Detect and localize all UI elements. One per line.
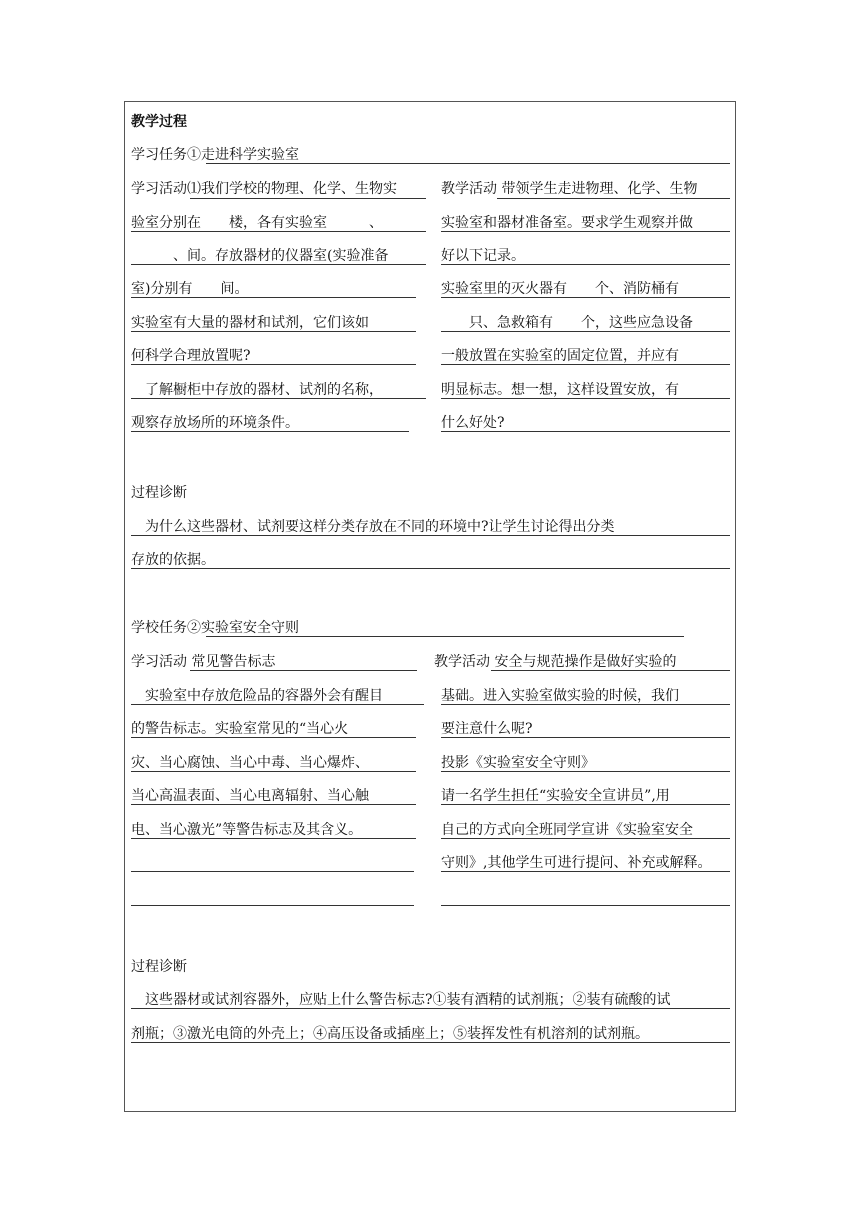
task2-underline xyxy=(206,636,684,637)
task1-left-line: 实验室有大量的器材和试剂，它们该如 xyxy=(131,315,369,331)
diagnosis2-line: 剂瓶；③激光电筒的外壳上；④高压设备或插座上；⑤装挥发性有机溶剂的试剂瓶。 xyxy=(131,1026,649,1042)
underline xyxy=(491,670,730,671)
underline xyxy=(497,198,730,199)
diagnosis2-line: 这些器材或试剂容器外，应贴上什么警告标志?①装有酒精的试剂瓶；②装有硫酸的试 xyxy=(131,992,671,1008)
underline xyxy=(131,231,426,232)
underline xyxy=(441,838,730,839)
task1-title: 走进科学实验室 xyxy=(201,147,299,163)
diagnosis1-label: 过程诊断 xyxy=(131,485,187,501)
blank-answer-line xyxy=(441,905,730,906)
task1-left-line: 、间。存放器材的仪器室(实验准备 xyxy=(131,248,389,264)
section-title: 教学过程 xyxy=(131,114,187,130)
task2-left-line: 灾、当心腐蚀、当心中毒、当心爆炸、 xyxy=(131,755,369,771)
task1-left-line: 学习活动⑴我们学校的物理、化学、生物实 xyxy=(131,181,397,197)
underline xyxy=(131,1042,730,1043)
underline xyxy=(131,771,416,772)
underline xyxy=(131,568,730,569)
underline xyxy=(441,364,730,365)
task1-left-line: 室)分别有 间。 xyxy=(131,281,249,297)
task1-right-line: 一般放置在实验室的固定位置，并应有 xyxy=(441,348,679,364)
task2-left-line: 实验室中存放危险品的容器外会有醒目 xyxy=(131,688,383,704)
underline xyxy=(131,398,426,399)
underline xyxy=(441,398,730,399)
task1-label: 学习任务① xyxy=(131,147,201,163)
underline xyxy=(131,1008,730,1009)
diagnosis1-line: 为什么这些器材、试剂要这样分类存放在不同的环境中?让学生讨论得出分类 xyxy=(131,519,615,535)
underline xyxy=(441,871,730,872)
underline xyxy=(441,297,730,298)
underline xyxy=(190,670,417,671)
underline xyxy=(441,737,730,738)
blank-answer-line xyxy=(131,871,414,872)
task1-right-line: 好以下记录。 xyxy=(441,248,525,264)
underline xyxy=(131,737,416,738)
underline xyxy=(131,331,416,332)
task2-right-line: 基础。进入实验室做实验的时候，我们 xyxy=(441,688,679,704)
task2-right-line: 要注意什么呢? xyxy=(441,721,533,737)
task1-left-line: 何科学合理放置呢? xyxy=(131,348,251,364)
task1-right-line: 只、急救箱有 个，这些应急设备 xyxy=(441,315,693,331)
task1-heading xyxy=(131,145,299,165)
task2-left-line: 电、当心激光”等警告标志及其含义。 xyxy=(131,822,363,838)
underline xyxy=(131,364,416,365)
task2-left-line: 当心高温表面、当心电离辐射、当心触 xyxy=(131,788,369,804)
task1-right-line: 教学活动 带领学生走进物理、化学、生物 xyxy=(441,181,698,197)
task1-left-line: 了解橱柜中存放的器材、试剂的名称， xyxy=(131,382,383,398)
task2-title: 实验室安全守则 xyxy=(201,620,299,636)
underline xyxy=(131,535,730,536)
task1-left-line: 观察存放场所的环境条件。 xyxy=(131,415,299,431)
underline xyxy=(131,297,416,298)
task2-left-line: 学习活动 常见警告标志 xyxy=(131,654,276,670)
diagnosis2-label: 过程诊断 xyxy=(131,959,187,975)
underline xyxy=(441,231,730,232)
task1-right-line: 明显标志。想一想，这样设置安放，有 xyxy=(441,382,679,398)
task2-left-line: 的警告标志。实验室常见的“当心火 xyxy=(131,721,349,737)
task1-left-line: 验室分别在 楼，各有实验室 、 xyxy=(131,215,383,231)
task2-right-line: 自己的方式向全班同学宣讲《实验室安全 xyxy=(441,822,693,838)
underline xyxy=(441,264,730,265)
task2-heading xyxy=(131,618,299,638)
task2-right-line: 请一名学生担任“实验安全宣讲员”,用 xyxy=(441,788,670,804)
task1-right-line: 实验室里的灭火器有 个、消防桶有 xyxy=(441,281,679,297)
blank-answer-line xyxy=(131,905,414,906)
underline xyxy=(190,198,426,199)
task2-right-line: 投影《实验室安全守则》 xyxy=(441,755,595,771)
underline xyxy=(441,704,730,705)
underline xyxy=(441,331,730,332)
underline xyxy=(441,804,730,805)
underline xyxy=(441,771,730,772)
underline xyxy=(131,264,426,265)
task2-right-line: 守则》,其他学生可进行提问、补充或解释。 xyxy=(441,855,712,871)
diagnosis1-line: 存放的依据。 xyxy=(131,552,215,568)
task2-right-line: 教学活动 安全与规范操作是做好实验的 xyxy=(434,654,677,670)
underline xyxy=(441,431,730,432)
task1-underline xyxy=(206,163,730,164)
task2-label: 学校任务② xyxy=(131,620,201,636)
underline xyxy=(131,838,416,839)
underline xyxy=(131,704,424,705)
task1-right-line: 实验室和器材准备室。要求学生观察并做 xyxy=(441,215,693,231)
underline xyxy=(131,431,409,432)
task1-right-line: 什么好处? xyxy=(441,415,505,431)
underline xyxy=(131,804,416,805)
